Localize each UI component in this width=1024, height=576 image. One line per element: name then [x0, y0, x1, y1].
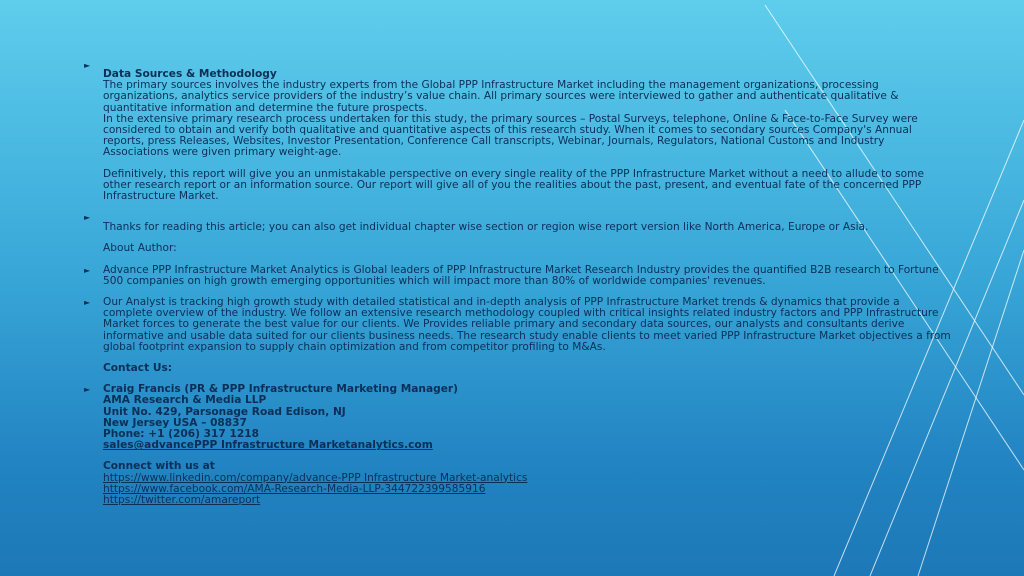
thanks-text: Thanks for reading this article; you can also get individual chapter wise section or region wise report version like North America, Europe or Asia.	[103, 221, 869, 234]
connect-label: Connect with us at	[103, 460, 215, 473]
bullet-arrow-icon: ►	[84, 213, 91, 223]
contact-state: New Jersey USA – 08837	[103, 416, 247, 429]
methodology-heading: Data Sources & Methodology	[103, 68, 277, 80]
bullet-arrow-icon: ►	[84, 61, 91, 70]
bullet-arrow-icon: ►	[84, 385, 91, 395]
contact-company: AMA Research & Media LLP	[103, 394, 267, 407]
bullet-arrow-icon: ►	[84, 298, 91, 308]
contact-email-link[interactable]: sales@advancePPP Infrastructure Marketanalytics.com	[103, 439, 433, 452]
list-item-company-intro	[84, 265, 952, 287]
linkedin-link[interactable]: https://www.linkedin.com/company/advance-PPP Infrastructure Market-analytics	[103, 471, 528, 484]
list-item-analyst	[84, 297, 952, 374]
contact-us-heading: Contact Us:	[103, 362, 172, 375]
methodology-paragraph-1: The primary sources involves the industry experts from the Global PPP Infrastructure Market including the management organizations, processing organizations, analytics service providers of the industry’s value chain. All primary sources were interviewed to gather and authenticate qualitative & quantitative information and determine the future prospects.	[103, 79, 899, 114]
contact-name: Craig Francis (PR & PPP Infrastructure Marketing Manager)	[103, 383, 458, 396]
list-item-contact	[84, 384, 952, 506]
methodology-paragraph-2: In the extensive primary research process undertaken for this study, the primary sources – Postal Surveys, telephone, Online & Face-to-Face Survey were considered to obtain and verify both qualitative and quantitative aspects of this research study. When it comes to secondary sources Company's Annual reports, press Releases, Websites, Investor Presentation, Conference Call transcripts, Webinar, Journals, Regulators, National Customs and Industry Associations were given primary weight-age.	[103, 112, 918, 159]
bullet-arrow-icon: ►	[84, 265, 91, 275]
twitter-link[interactable]: https://twitter.com/amareport	[103, 494, 261, 507]
analyst-text: Our Analyst is tracking high growth study with detailed statistical and in-depth analysis of PPP Infrastructure Market trends & dynamics that provide a complete overview of the industry. We follow an extensive research methodology coupled with critical insights related industry factors and PPP Infrastructure Market forces to generate the best value for our clients. We Provides reliable primary and secondary data sources, our analysts and consultants derive informative and usable data suited for our clients business needs. The research study enable clients to meet varied PPP Infrastructure Market objectives a from global footprint expansion to supply chain optimization and from competitor profiling to M&As.	[103, 296, 951, 353]
contact-address: Unit No. 429, Parsonage Road Edison, NJ	[103, 405, 346, 418]
list-item-methodology	[84, 60, 952, 202]
slide-content	[84, 60, 952, 506]
methodology-paragraph-3: Definitively, this report will give you an unmistakable perspective on every single reality of the PPP Infrastructure Market without a need to allude to some other research report or an information source. Our report will give all of you the realities about the past, present, and eventual fate of the concerned PPP Infrastructure Market.	[103, 167, 924, 203]
about-author-label: About Author:	[103, 242, 177, 255]
list-item-thanks	[84, 212, 952, 254]
company-intro-text: Advance PPP Infrastructure Market Analytics is Global leaders of PPP Infrastructure Market Research Industry provides the quantified B2B research to Fortune 500 companies on high growth emerging opportunities which will impact more than 80% of worldwide companies' revenues.	[103, 263, 939, 287]
contact-phone: Phone: +1 (206) 317 1218	[103, 428, 259, 441]
facebook-link[interactable]: https://www.facebook.com/AMA-Research-Media-LLP-344722399585916	[103, 482, 486, 495]
